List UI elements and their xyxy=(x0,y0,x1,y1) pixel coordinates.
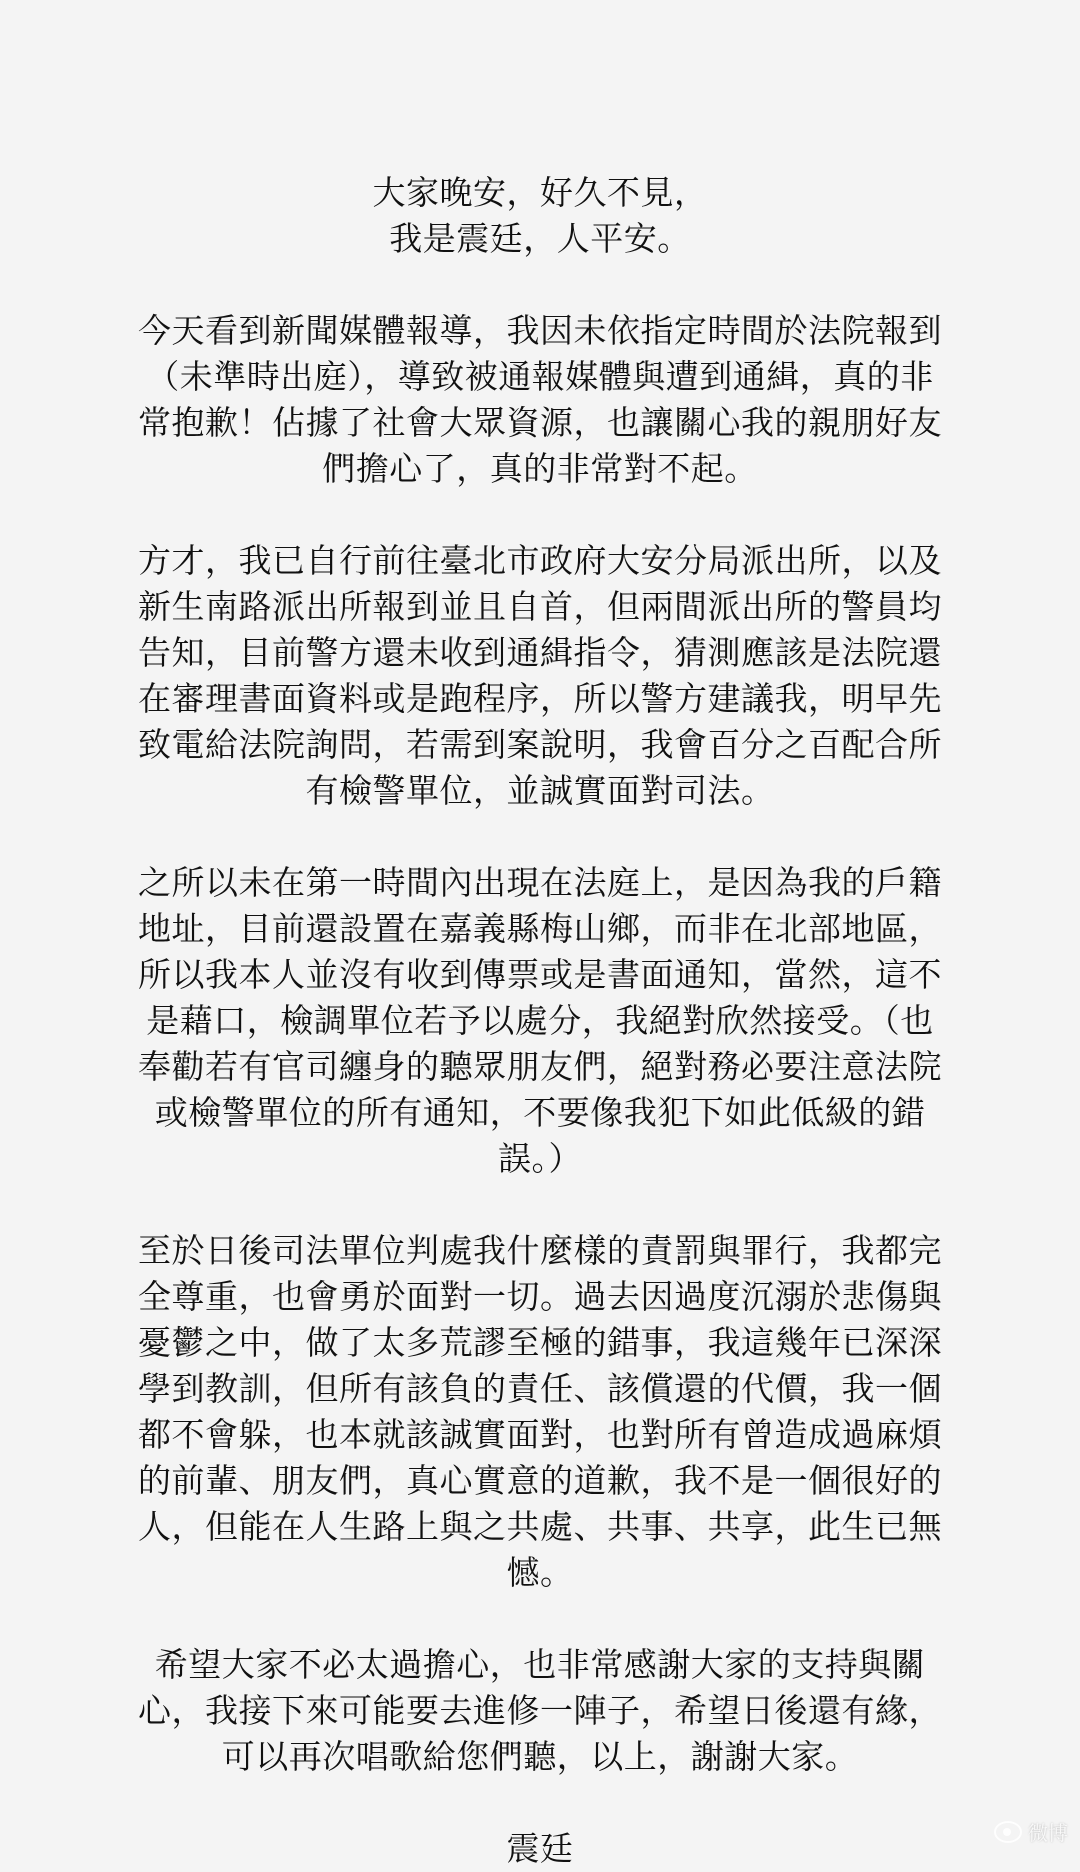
greeting-line: 我是震廷，人平安。 xyxy=(389,219,691,258)
letter-content xyxy=(86,170,994,1872)
paragraph-line: 之所以未在第一時間內出現在法庭上，是因為我的戶籍 xyxy=(138,863,942,902)
paragraph-4 xyxy=(86,1228,994,1596)
paragraph-1 xyxy=(86,308,994,492)
paragraph-line: 新生南路派出所報到並且自首，但兩間派出所的警員均 xyxy=(138,587,942,626)
greeting-line: 大家晚安，好久不見， xyxy=(372,173,708,212)
paragraph-line: 希望大家不必太過擔心，也非常感謝大家的支持與關 xyxy=(154,1645,926,1684)
watermark-text: 微博 xyxy=(1028,1821,1068,1845)
paragraph-line: 可以再次唱歌給您們聽，以上，謝謝大家。 xyxy=(221,1737,859,1776)
paragraph-line: 在審理書面資料或是跑程序，所以警方建議我，明早先 xyxy=(138,679,942,718)
paragraph-spacer xyxy=(86,1596,994,1642)
signature xyxy=(86,1826,994,1872)
paragraph-line: 學到教訓，但所有該負的責任、該償還的代價，我一個 xyxy=(138,1369,942,1408)
paragraph-3 xyxy=(86,860,994,1182)
watermark xyxy=(994,1817,1068,1846)
paragraph-line: 常抱歉！佔據了社會大眾資源，也讓關心我的親朋好友 xyxy=(138,403,942,442)
paragraph-line: 憂鬱之中，做了太多荒謬至極的錯事，我這幾年已深深 xyxy=(138,1323,942,1362)
paragraph-line: 全尊重，也會勇於面對一切。過去因過度沉溺於悲傷與 xyxy=(138,1277,942,1316)
paragraph-2 xyxy=(86,538,994,814)
paragraph-line: 誤。） xyxy=(498,1139,582,1178)
paragraph-line: 所以我本人並沒有收到傳票或是書面通知，當然，這不 xyxy=(138,955,942,994)
paragraph-line: 的前輩、朋友們，真心實意的道歉，我不是一個很好的 xyxy=(138,1461,942,1500)
paragraph-spacer xyxy=(86,814,994,860)
signature-text: 震廷 xyxy=(506,1829,574,1868)
paragraph-line: 或檢警單位的所有通知，不要像我犯下如此低級的錯 xyxy=(154,1093,926,1132)
paragraph-line: （未準時出庭），導致被通報媒體與遭到通緝，真的非 xyxy=(146,357,934,396)
paragraph-spacer xyxy=(86,1182,994,1228)
paragraph-line: 們擔心了，真的非常對不起。 xyxy=(322,449,758,488)
paragraph-line: 有檢警單位，並誠實面對司法。 xyxy=(305,771,775,810)
paragraph-5 xyxy=(86,1642,994,1780)
paragraph-line: 憾。 xyxy=(506,1553,574,1592)
paragraph-line: 至於日後司法單位判處我什麼樣的責罰與罪行，我都完 xyxy=(138,1231,942,1270)
weibo-logo-icon xyxy=(994,1821,1022,1843)
paragraph-line: 是藉口，檢調單位若予以處分，我絕對欣然接受。（也 xyxy=(146,1001,934,1040)
paragraph-line: 告知，目前警方還未收到通緝指令，猜測應該是法院還 xyxy=(138,633,942,672)
paragraph-spacer xyxy=(86,262,994,308)
paragraph-line: 都不會躲，也本就該誠實面對，也對所有曾造成過麻煩 xyxy=(138,1415,942,1454)
paragraph-line: 方才，我已自行前往臺北市政府大安分局派出所，以及 xyxy=(138,541,942,580)
paragraph-line: 致電給法院詢問，若需到案說明，我會百分之百配合所 xyxy=(138,725,942,764)
paragraph-line: 地址，目前還設置在嘉義縣梅山鄉，而非在北部地區， xyxy=(138,909,942,948)
paragraph-line: 人，但能在人生路上與之共處、共事、共享，此生已無 xyxy=(138,1507,942,1546)
paragraph-line: 奉勸若有官司纏身的聽眾朋友們，絕對務必要注意法院 xyxy=(138,1047,942,1086)
paragraph-spacer xyxy=(86,492,994,538)
greeting xyxy=(86,170,994,262)
paragraph-line: 今天看到新聞媒體報導，我因未依指定時間於法院報到 xyxy=(138,311,942,350)
paragraph-line: 心，我接下來可能要去進修一陣子，希望日後還有緣， xyxy=(138,1691,942,1730)
